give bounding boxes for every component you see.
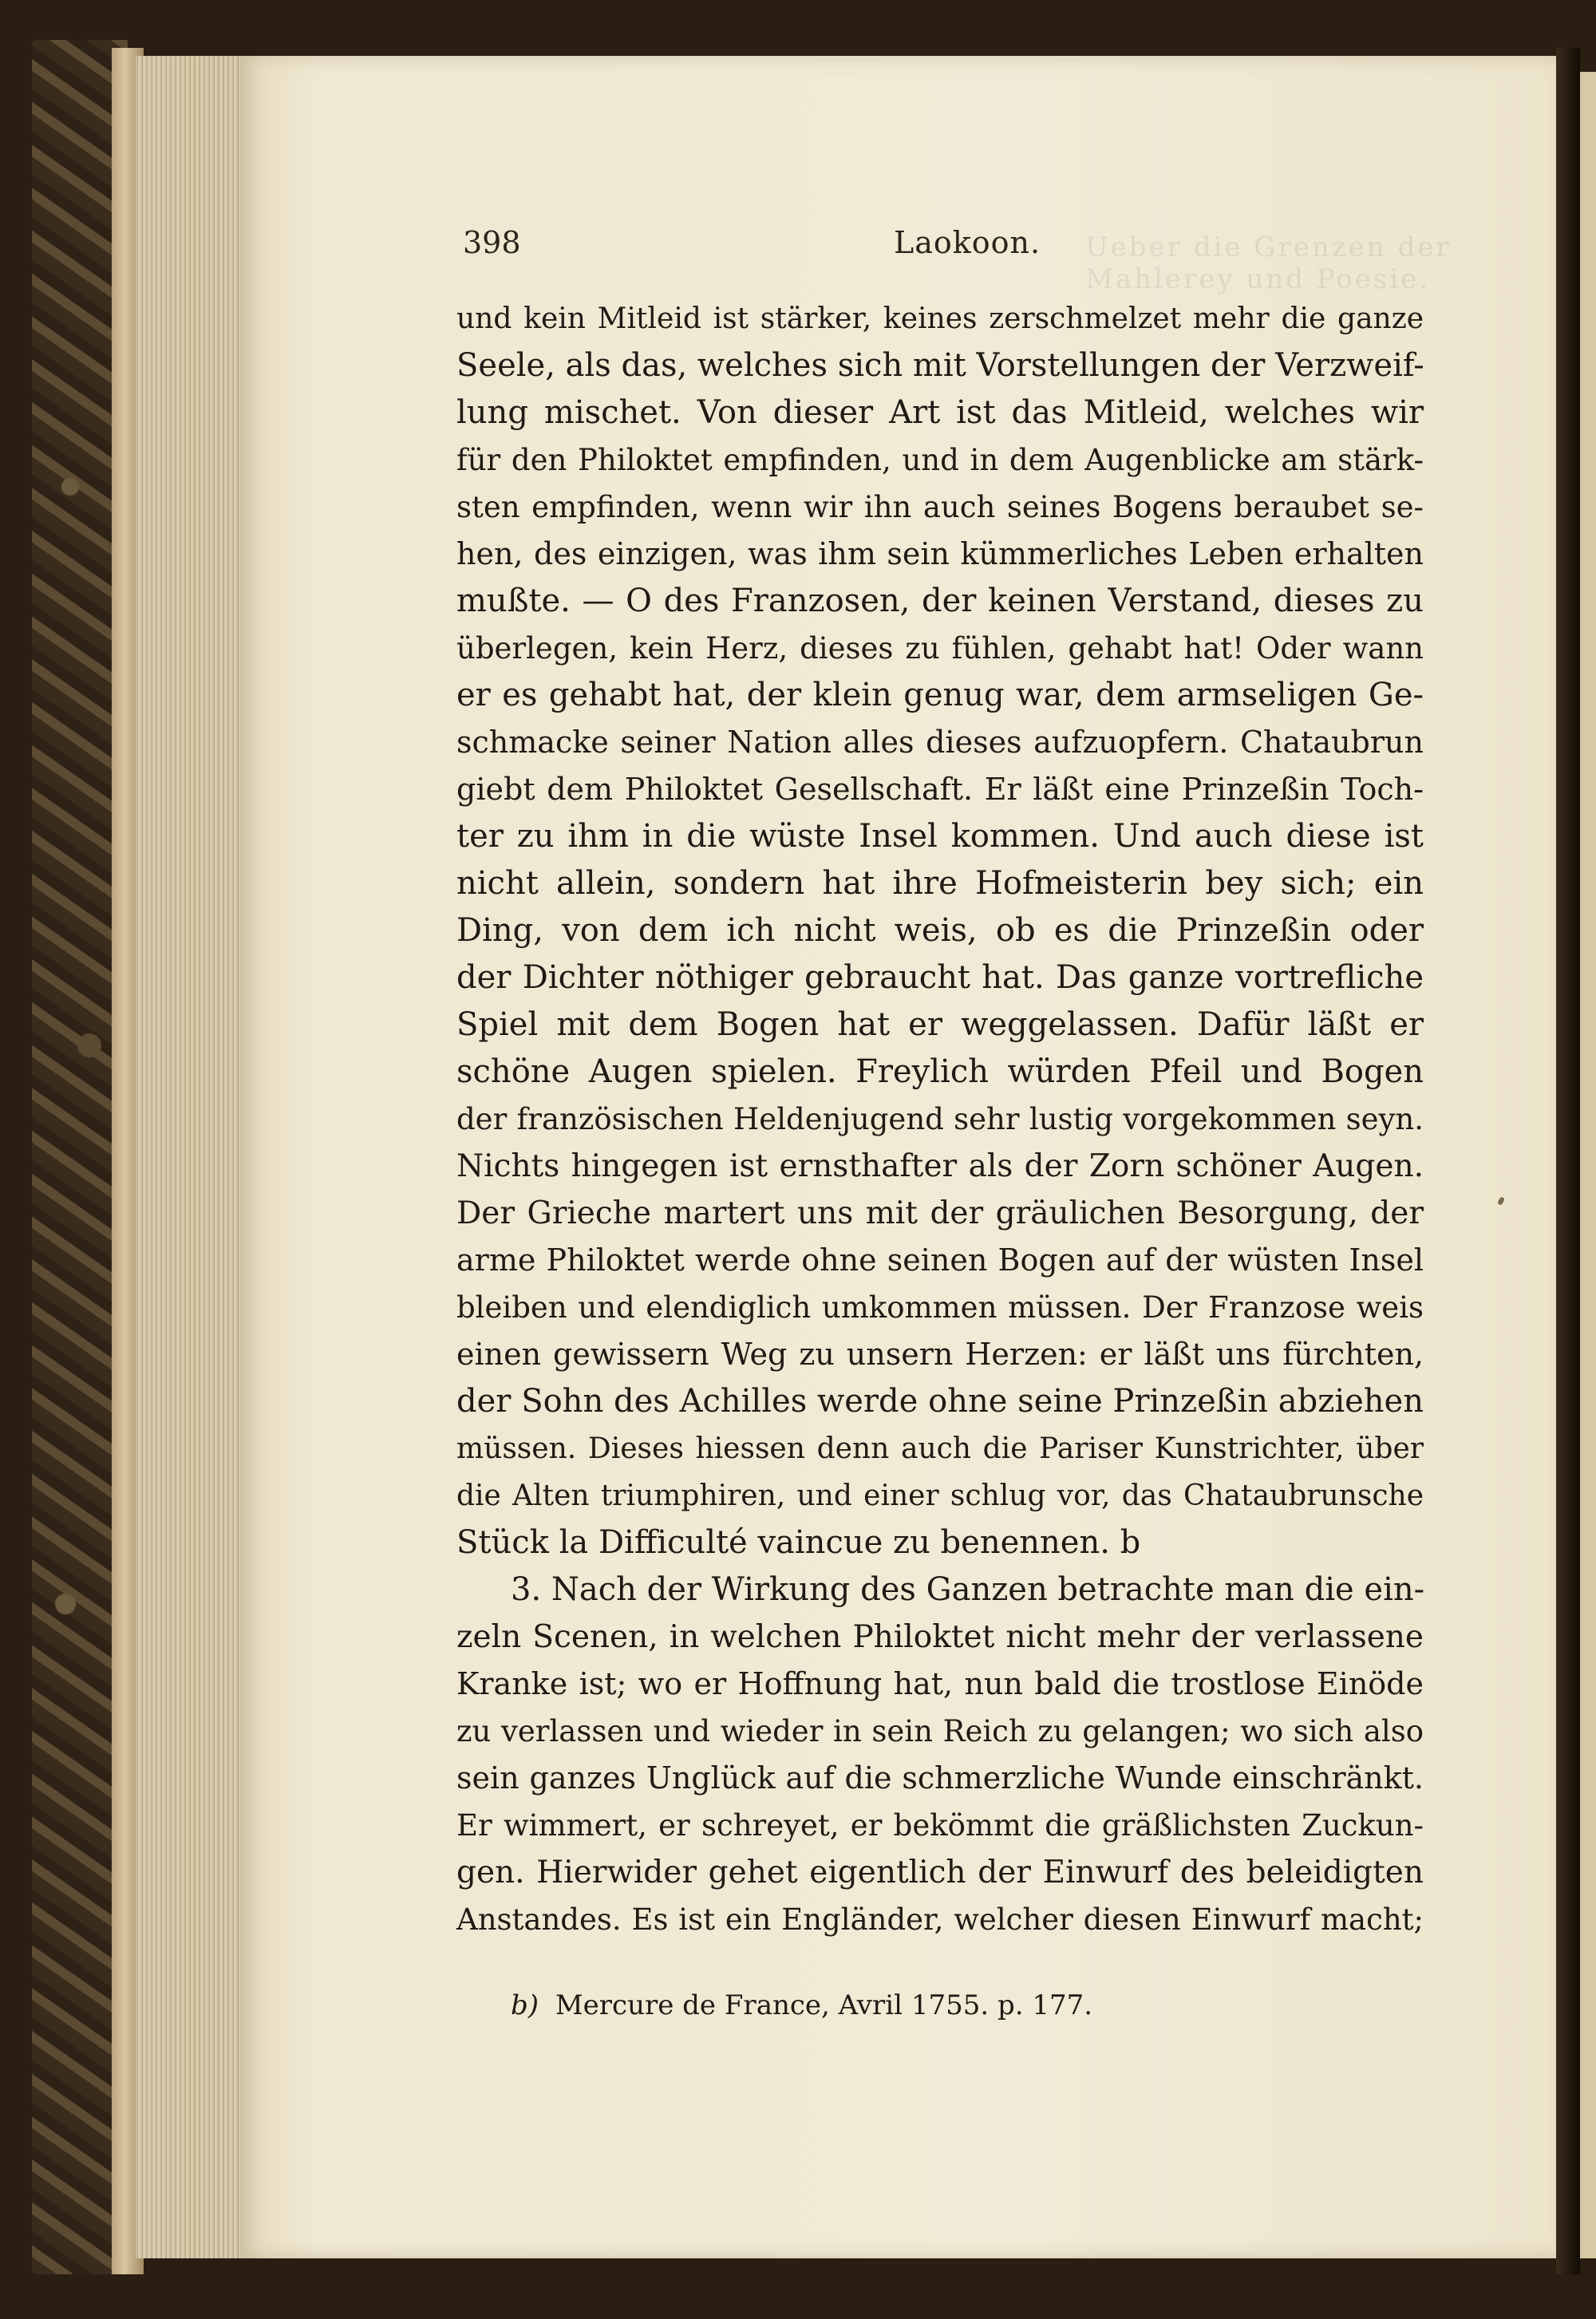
text-line: für den Philoktet empfinden, und in dem Augenblicke am stärk- — [456, 443, 1424, 477]
text-line: bleiben und elendiglich umkommen müssen. Der Franzose weis — [456, 1290, 1424, 1325]
footnote — [511, 1989, 1389, 2021]
text-line: Er wimmert, er schreyet, er bekömmt die gräßlichsten Zuckun- — [456, 1808, 1424, 1843]
text-line: Anstandes. Es ist ein Engländer, welcher diesen Einwurf macht; — [456, 1902, 1424, 1937]
text-line: er es gehabt hat, der klein genug war, dem armseligen Ge- — [456, 677, 1424, 713]
text-line: sein ganzes Unglück auf die schmerzliche Wunde einschränkt. — [456, 1760, 1424, 1796]
right-gutter — [1556, 48, 1580, 2274]
text-line: schmacke seiner Nation alles dieses aufzuopfern. Chataubrun — [456, 725, 1424, 760]
text-line: der Sohn des Achilles werde ohne seine Prinzeßin abziehen — [456, 1383, 1424, 1420]
text-line: gen. Hierwider gehet eigentlich der Einwurf des beleidigten — [456, 1855, 1424, 1890]
page-edges — [136, 56, 247, 2258]
text-line: Der Grieche martert uns mit der gräulichen Besorgung, der — [456, 1195, 1424, 1231]
text-line: zeln Scenen, in welchen Philoktet nicht mehr der verlassene — [456, 1619, 1424, 1655]
text-line: der französischen Heldenjugend sehr lustig vorgekommen seyn. — [456, 1102, 1424, 1136]
text-line: nicht allein, sondern hat ihre Hofmeisterin bey sich; ein — [456, 865, 1424, 902]
footnote-text: Mercure de France, Avril 1755. p. 177. — [555, 1989, 1093, 2021]
body-text — [456, 295, 1424, 1943]
running-head: Laokoon. — [894, 225, 1041, 260]
text-line: Spiel mit dem Bogen hat er weggelassen. Dafür läßt er — [456, 1006, 1424, 1043]
text-line: ter zu ihm in die wüste Insel kommen. Und auch diese ist — [456, 818, 1424, 855]
text-line: sten empfinden, wenn wir ihn auch seines Bogens beraubet se- — [456, 490, 1424, 524]
bleed-through-text: Ueber die Grenzen der Mahlerey und Poesie. — [1085, 231, 1452, 295]
text-line: schöne Augen spielen. Freylich würden Pfeil und Bogen — [456, 1053, 1424, 1090]
text-line: 3. Nach der Wirkung des Ganzen betrachte man die ein- — [511, 1571, 1425, 1608]
footnote-marker: b) — [511, 1989, 539, 2021]
text-line: einen gewissern Weg zu unsern Herzen: er läßt uns fürchten, — [456, 1337, 1424, 1372]
text-line: lung mischet. Von dieser Art ist das Mitleid, welches wir — [456, 394, 1424, 431]
text-line: Nichts hingegen ist ernsthafter als der Zorn schöner Augen. — [456, 1148, 1424, 1184]
text-line: und kein Mitleid ist stärker, keines zerschmelzet mehr die ganze — [456, 302, 1424, 335]
text-line: arme Philoktet werde ohne seinen Bogen auf der wüsten Insel — [456, 1242, 1424, 1278]
text-line: zu verlassen und wieder in sein Reich zu gelangen; wo sich also — [456, 1714, 1424, 1748]
page-number: 398 — [463, 225, 521, 260]
text-line: Seele, als das, welches sich mit Vorstellungen der Verzweif- — [456, 347, 1424, 384]
text-line: überlegen, kein Herz, dieses zu fühlen, gehabt hat! Oder wann — [456, 631, 1424, 666]
text-line: Stück la Difficulté vaincue zu benennen. b — [456, 1524, 1141, 1561]
text-line: mußte. — O des Franzosen, der keinen Verstand, dieses zu — [456, 583, 1424, 619]
facing-page-edge — [1580, 72, 1596, 2258]
text-line: Ding, von dem ich nicht weis, ob es die Prinzeßin oder — [456, 912, 1424, 949]
text-line: müssen. Dieses hiessen denn auch die Pariser Kunstrichter, über — [456, 1432, 1424, 1465]
text-line: Kranke ist; wo er Hoffnung hat, nun bald die trostlose Einöde — [456, 1666, 1424, 1701]
text-line: giebt dem Philoktet Gesellschaft. Er läßt eine Prinzeßin Toch- — [456, 772, 1424, 807]
text-line: hen, des einzigen, was ihm sein kümmerliches Leben erhalten — [456, 536, 1424, 571]
page-header — [463, 225, 1492, 295]
text-line: die Alten triumphiren, und einer schlug vor, das Chataubrunsche — [456, 1479, 1424, 1512]
text-line: der Dichter nöthiger gebraucht hat. Das ganze vortrefliche — [456, 959, 1424, 996]
